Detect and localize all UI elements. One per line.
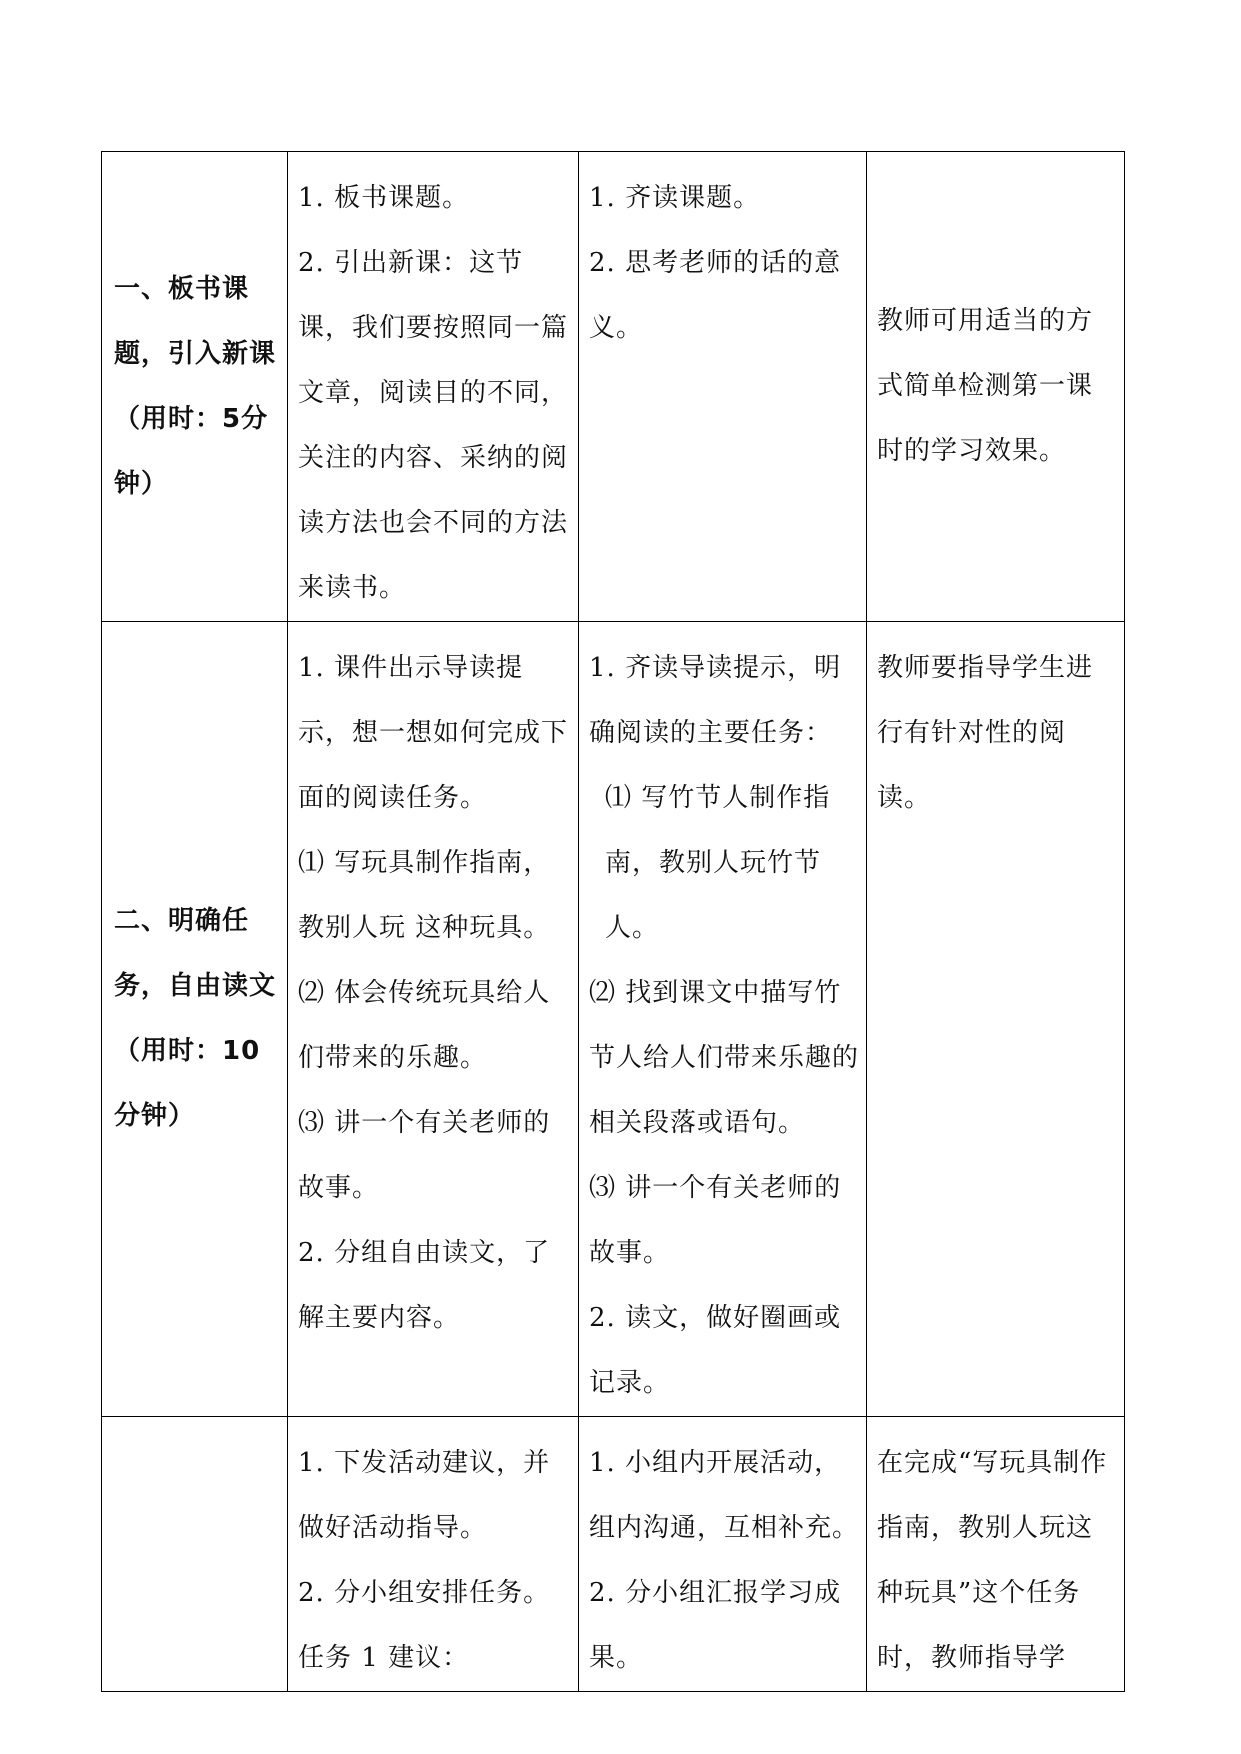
teacher-activity-cell — [288, 152, 579, 622]
student-line: 1. 齐读导读提示，明确阅读的主要任务： — [589, 653, 842, 748]
student-activity-cell — [579, 1417, 867, 1692]
teacher-line: 2. 分小组安排任务。 — [298, 1578, 551, 1608]
teacher-line: 2. 引出新课：这节课，我们要按照同一篇文章，阅读目的不同，关注的内容、采纳的阅读方法也会不同的方法来读书。 — [298, 248, 569, 603]
student-line: 2. 读文，做好圈画或记录。 — [589, 1303, 842, 1398]
teacher-line: 任务 1 建议： — [298, 1643, 470, 1673]
table-row — [102, 152, 1125, 622]
teacher-line: 1. 下发活动建议，并做好活动指导。 — [298, 1448, 551, 1543]
teacher-line: ⑶ 讲一个有关老师的故事。 — [298, 1108, 551, 1203]
teacher-line: 1. 课件出示导读提示，想一想如何完成下面的阅读任务。 — [298, 653, 569, 813]
student-line: 1. 小组内开展活动，组内沟通，互相补充。 — [589, 1448, 860, 1543]
table-row — [102, 1417, 1125, 1692]
student-line: ⑶ 讲一个有关老师的故事。 — [589, 1173, 842, 1268]
design-note-cell — [867, 622, 1125, 1417]
student-line: ⑵ 找到课文中描写竹节人给人们带来乐趣的相关段落或语句。 — [589, 978, 860, 1138]
teacher-activity-cell — [288, 1417, 579, 1692]
student-line: ⑴ 写竹节人制作指南，教别人玩竹节人。 — [605, 783, 831, 943]
stage-cell: 二、明确任务，自由读文（用时：10分钟） — [102, 622, 288, 1417]
student-line: 2. 思考老师的话的意义。 — [589, 248, 842, 343]
teacher-activity-cell — [288, 622, 579, 1417]
stage-cell: 一、板书课题，引入新课（用时：5分钟） — [102, 152, 288, 622]
teacher-line: 1. 板书课题。 — [298, 183, 470, 213]
student-line: 2. 分小组汇报学习成果。 — [589, 1578, 842, 1673]
design-note-cell — [867, 152, 1125, 622]
student-activity-cell — [579, 152, 867, 622]
teacher-line: 2. 分组自由读文，了解主要内容。 — [298, 1238, 551, 1333]
stage-cell — [102, 1417, 288, 1692]
note-line: 教师可用适当的方式简单检测第一课时的学习效果。 — [877, 306, 1094, 466]
design-note-cell — [867, 1417, 1125, 1692]
note-line: 在完成“写玩具制作指南，教别人玩这种玩具”这个任务时，教师指导学 — [877, 1448, 1108, 1673]
student-activity-cell — [579, 622, 867, 1417]
teacher-line: ⑴ 写玩具制作指南，教别人玩 这种玩具。 — [298, 848, 551, 943]
lesson-plan-table — [101, 151, 1125, 1692]
student-line: 1. 齐读课题。 — [589, 183, 761, 213]
teacher-line: ⑵ 体会传统玩具给人们带来的乐趣。 — [298, 978, 551, 1073]
table-row — [102, 622, 1125, 1417]
note-line: 教师要指导学生进行有针对性的阅读。 — [877, 653, 1094, 813]
